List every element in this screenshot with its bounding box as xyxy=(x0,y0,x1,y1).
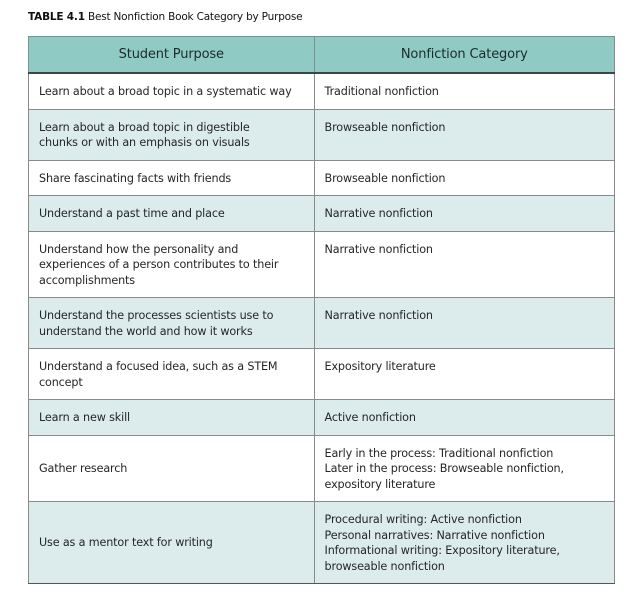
purpose-text: Understand how the personality and experiences of a person contributes to their accomplishments xyxy=(39,242,279,287)
purpose-cell xyxy=(29,502,315,584)
category-line: Procedural writing: Active nonfiction xyxy=(324,513,522,526)
purpose-text: Share fascinating facts with friends xyxy=(39,171,232,185)
purpose-text: Understand a focused idea, such as a STEM concept xyxy=(39,360,278,389)
purpose-text: Use as a mentor text for writing xyxy=(39,535,213,549)
table-row xyxy=(29,502,615,584)
purpose-text: Learn about a broad topic in digestible chunks or with an emphasis on visuals xyxy=(39,120,250,149)
table-row xyxy=(29,435,615,502)
category-line: Personal narratives: Narrative nonfiction xyxy=(324,528,545,542)
table-row xyxy=(29,196,615,232)
purpose-text: Understand a past time and place xyxy=(39,207,225,220)
category-cell xyxy=(314,109,614,160)
table-row xyxy=(29,109,615,160)
purpose-cell xyxy=(29,231,315,298)
table-row xyxy=(29,349,615,400)
table-row xyxy=(29,298,615,349)
purpose-cell xyxy=(29,435,315,502)
category-line: Expository literature xyxy=(324,360,436,373)
category-cell xyxy=(314,435,614,502)
category-line: Narrative nonfiction xyxy=(324,207,433,220)
purpose-cell xyxy=(29,400,315,436)
purpose-cell xyxy=(29,298,315,349)
category-cell xyxy=(314,73,614,109)
table-title: Best Nonfiction Book Category by Purpose xyxy=(87,11,303,23)
category-cell xyxy=(314,502,614,584)
purpose-cell xyxy=(29,73,315,109)
purpose-text: Learn about a broad topic in a systematic way xyxy=(39,85,292,98)
header-student-purpose: Student Purpose xyxy=(29,37,315,74)
table-row xyxy=(29,160,615,196)
header-row xyxy=(29,37,615,74)
table-caption xyxy=(28,11,302,23)
category-line: Later in the process: Browseable nonfiction, expository literature xyxy=(324,462,564,491)
category-cell xyxy=(314,160,614,196)
table-row xyxy=(29,231,615,298)
purpose-cell xyxy=(29,196,315,232)
purpose-text: Gather research xyxy=(39,461,128,475)
purpose-cell xyxy=(29,349,315,400)
category-line: Narrative nonfiction xyxy=(324,309,433,322)
category-line: Active nonfiction xyxy=(324,411,416,424)
purpose-text: Understand the processes scientists use to understand the world and how it works xyxy=(39,309,274,338)
category-cell xyxy=(314,400,614,436)
category-line: Traditional nonfiction xyxy=(324,85,439,98)
purpose-cell xyxy=(29,109,315,160)
table-number: TABLE 4.1 xyxy=(28,11,85,23)
category-cell xyxy=(314,196,614,232)
category-line: Browseable nonfiction xyxy=(324,171,446,185)
table-row xyxy=(29,400,615,436)
category-line: Browseable nonfiction xyxy=(324,120,446,134)
category-cell xyxy=(314,298,614,349)
category-line: Narrative nonfiction xyxy=(324,242,433,256)
header-nonfiction-category: Nonfiction Category xyxy=(314,37,614,74)
nonfiction-category-table xyxy=(28,36,615,584)
purpose-cell xyxy=(29,160,315,196)
category-cell xyxy=(314,231,614,298)
purpose-text: Learn a new skill xyxy=(39,411,130,424)
category-cell xyxy=(314,349,614,400)
table-row xyxy=(29,73,615,109)
category-line: Early in the process: Traditional nonfiction xyxy=(324,446,554,460)
category-line: Informational writing: Expository literature, browseable nonfiction xyxy=(324,544,560,573)
